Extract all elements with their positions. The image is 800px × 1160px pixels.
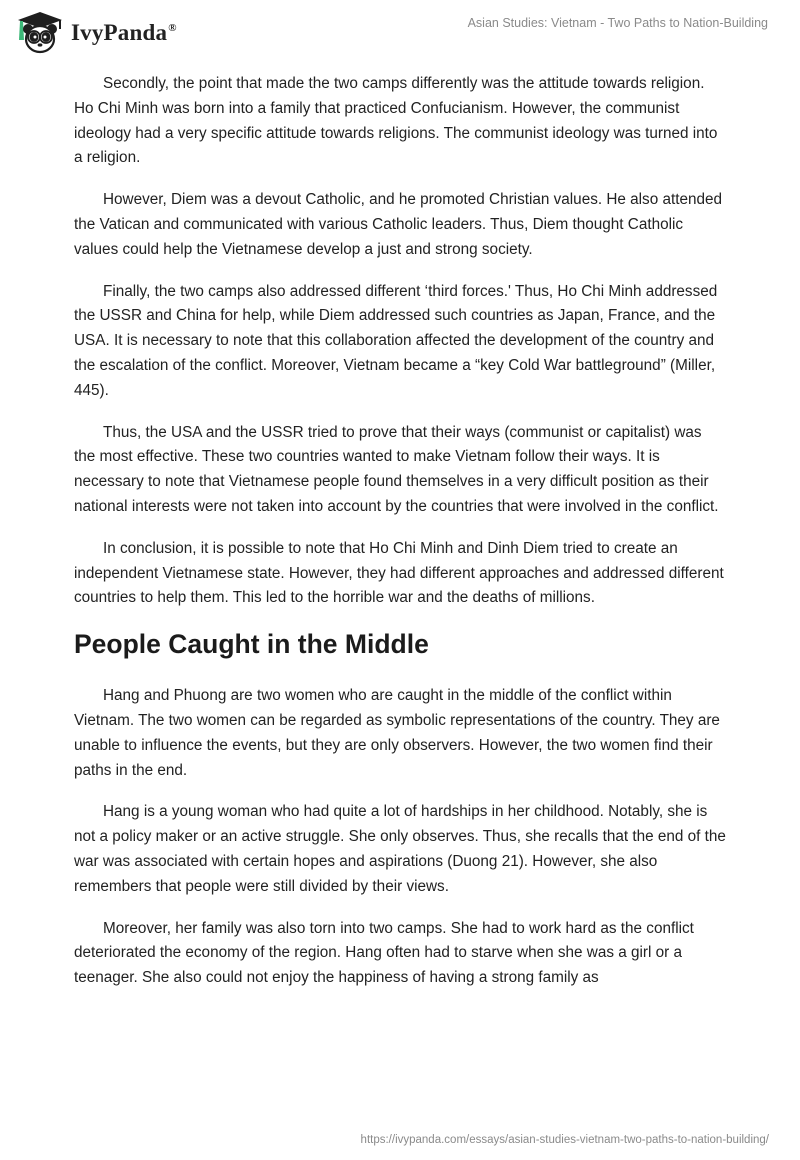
paragraph: Hang and Phuong are two women who are caught in the middle of the conflict within Vietnam. The two women can be regarded as symbolic representations of the country. They are unable to influence the events, but they are only observers. However, the two women find their paths in the end. xyxy=(74,687,720,779)
paragraph: Finally, the two camps also addressed different ‘third forces.' Thus, Ho Chi Minh addressed the USSR and China for help, while Diem addressed such countries as Japan, France, and the USA. It is necessary to note that this collaboration affected the development of the country and the escalation of the conflict. Moreover, Vietnam became a “key Cold War battleground” (Miller, 445). xyxy=(74,282,718,399)
section-heading: People Caught in the Middle xyxy=(74,629,429,660)
brand-name-text: IvyPanda xyxy=(71,20,168,45)
paragraph: In conclusion, it is possible to note that Ho Chi Minh and Dinh Diem tried to create an independent Vietnamese state. However, they had different approaches and addressed different countries to help them. This led to the horrible war and the deaths of millions. xyxy=(74,539,724,607)
page-header xyxy=(0,0,800,70)
panda-graduate-icon xyxy=(15,10,65,56)
paragraph: However, Diem was a devout Catholic, and he promoted Christian values. He also attended the Vatican and communicated with various Catholic leaders. Thus, Diem thought Catholic values could help the Vietnamese develop a just and strong society. xyxy=(74,191,723,258)
paragraph: Hang is a young woman who had quite a lot of hardships in her childhood. Notably, she is not a policy maker or an active struggle. She only observes. Thus, she recalls that the end of the war was associated with certain hopes and aspirations (Duong 21). However, she also remembers that people were still divided by their views. xyxy=(74,803,726,895)
essay-body xyxy=(74,72,726,1008)
document-title: Asian Studies: Vietnam - Two Paths to Nation-Building xyxy=(467,16,768,30)
paragraph: Moreover, her family was also torn into two camps. She had to work hard as the conflict deteriorated the economy of the region. Hang often had to starve when she was a girl or a teenager. She also could not enjoy the happiness of having a strong family as xyxy=(74,919,694,987)
paragraph: Thus, the USA and the USSR tried to prove that their ways (communist or capitalist) was the most effective. These two countries wanted to make Vietnam follow their ways. It is necessary to note that Vietnamese people found themselves in a very difficult position as their national interests were not taken into account by the countries that were involved in the conflict. xyxy=(74,423,719,515)
source-url[interactable]: https://ivypanda.com/essays/asian-studies-vietnam-two-paths-to-nation-building/ xyxy=(360,1134,769,1146)
registered-mark: ® xyxy=(168,22,177,35)
brand-name xyxy=(71,20,177,46)
paragraph: Secondly, the point that made the two camps differently was the attitude towards religion. Ho Chi Minh was born into a family that practiced Confucianism. However, the communist ideology had a very specific attitude towards religions. The communist ideology was turned into a religion. xyxy=(74,75,718,167)
ivypanda-logo[interactable] xyxy=(15,10,177,56)
